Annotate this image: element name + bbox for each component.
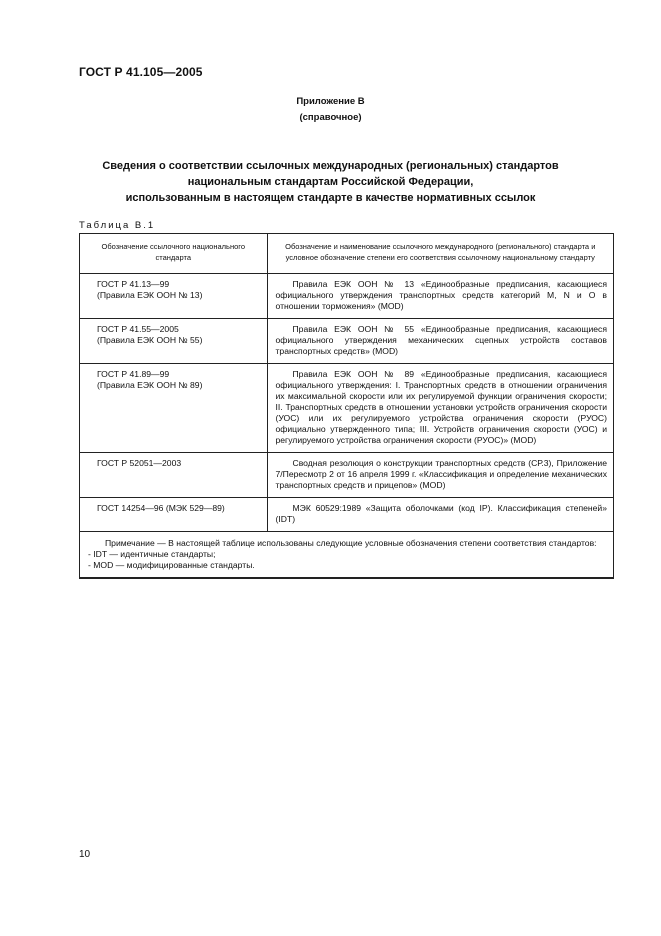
national-standard-ref: (Правила ЕЭК ООН № 13) bbox=[97, 290, 203, 300]
international-standard-cell bbox=[267, 364, 613, 453]
table-row bbox=[80, 498, 613, 532]
standards-table-container bbox=[79, 233, 614, 579]
heading-line-2: национальным стандартам Российской Федерации, bbox=[187, 176, 474, 188]
heading-line-1: Сведения о соответствии ссылочных международных (региональных) стандартов bbox=[102, 160, 559, 172]
national-standard-code: ГОСТ 14254—96 (МЭК 529—89) bbox=[97, 503, 225, 513]
page-number: 10 bbox=[79, 849, 91, 860]
international-standard-cell bbox=[267, 453, 613, 498]
note-item-idt: - IDT — идентичные стандарты; bbox=[88, 549, 216, 559]
table-row bbox=[80, 364, 613, 453]
note-item-mod: - MOD — модифицированные стандарты. bbox=[88, 560, 255, 570]
section-heading bbox=[60, 158, 601, 206]
national-standard-ref: (Правила ЕЭК ООН № 55) bbox=[97, 335, 203, 345]
heading-line-3: использованным в настоящем стандарте в качестве нормативных ссылок bbox=[125, 192, 536, 204]
standards-table bbox=[80, 234, 613, 578]
national-standard-code: ГОСТ Р 41.55—2005 bbox=[97, 324, 179, 334]
international-standard-text: Сводная резолюция о конструкции транспортных средств (СР.3), Приложение 7/Пересмотр 2 от 16 апреля 1999 г. «Классификация и определение механических транспортных средств и прицепов» (MOD) bbox=[275, 458, 607, 490]
table-note bbox=[80, 532, 613, 578]
annex-subtitle: (справочное) bbox=[299, 112, 362, 123]
annex-title: Приложение В bbox=[296, 96, 365, 107]
table-row bbox=[80, 274, 613, 319]
table-caption: Таблица В.1 bbox=[79, 220, 156, 231]
table-header-row bbox=[80, 234, 613, 274]
national-standard-cell bbox=[80, 319, 267, 364]
document-code: ГОСТ Р 41.105—2005 bbox=[79, 65, 203, 79]
international-standard-text: МЭК 60529:1989 «Защита оболочками (код IP). Классификация степеней» (IDT) bbox=[275, 503, 607, 524]
note-intro: Примечание — В настоящей таблице использованы следующие условные обозначения степени соответствия стандартов: bbox=[105, 538, 597, 548]
col2-header: Обозначение и наименование ссылочного международного (регионального) стандарта и условное обозначение степени его соответствия ссылочному национальному стандарту bbox=[267, 234, 613, 274]
international-standard-text: Правила ЕЭК ООН № 89 «Единообразные предписания, касающиеся официального утверждения: I. Транспортных средств в отношении ограничения их максимальной скорости или их регулируемой функции ограничения скорости; II. Транспортных средств в отношении установки устройств ограничения скорости (УОС) или их регулируемого устройства ограничения скорости (РУОС) официально утвержденного типа; III. Устройств ограничения скорости (УОС) и регулируемого устройства ограничения скорости (РУОС)» (MOD) bbox=[275, 369, 607, 445]
national-standard-code: ГОСТ Р 52051—2003 bbox=[97, 458, 182, 468]
table-row bbox=[80, 319, 613, 364]
international-standard-text: Правила ЕЭК ООН № 55 «Единообразные предписания, касающиеся официального утверждения механических сцепных устройств составов транспортных средств» (MOD) bbox=[275, 324, 607, 356]
national-standard-cell bbox=[80, 453, 267, 498]
national-standard-ref: (Правила ЕЭК ООН № 89) bbox=[97, 380, 203, 390]
international-standard-text: Правила ЕЭК ООН № 13 «Единообразные предписания, касающиеся официального утверждения транспортных средств категорий М, N и О в отношении торможения» (MOD) bbox=[275, 279, 607, 311]
national-standard-cell bbox=[80, 498, 267, 532]
national-standard-code: ГОСТ Р 41.13—99 bbox=[97, 279, 170, 289]
national-standard-cell bbox=[80, 364, 267, 453]
international-standard-cell bbox=[267, 274, 613, 319]
table-row bbox=[80, 453, 613, 498]
national-standard-cell bbox=[80, 274, 267, 319]
international-standard-cell bbox=[267, 319, 613, 364]
national-standard-code: ГОСТ Р 41.89—99 bbox=[97, 369, 170, 379]
table-note-row bbox=[80, 532, 613, 578]
international-standard-cell bbox=[267, 498, 613, 532]
col1-header: Обозначение ссылочного национального стандарта bbox=[80, 234, 267, 274]
annex-block bbox=[0, 94, 661, 126]
